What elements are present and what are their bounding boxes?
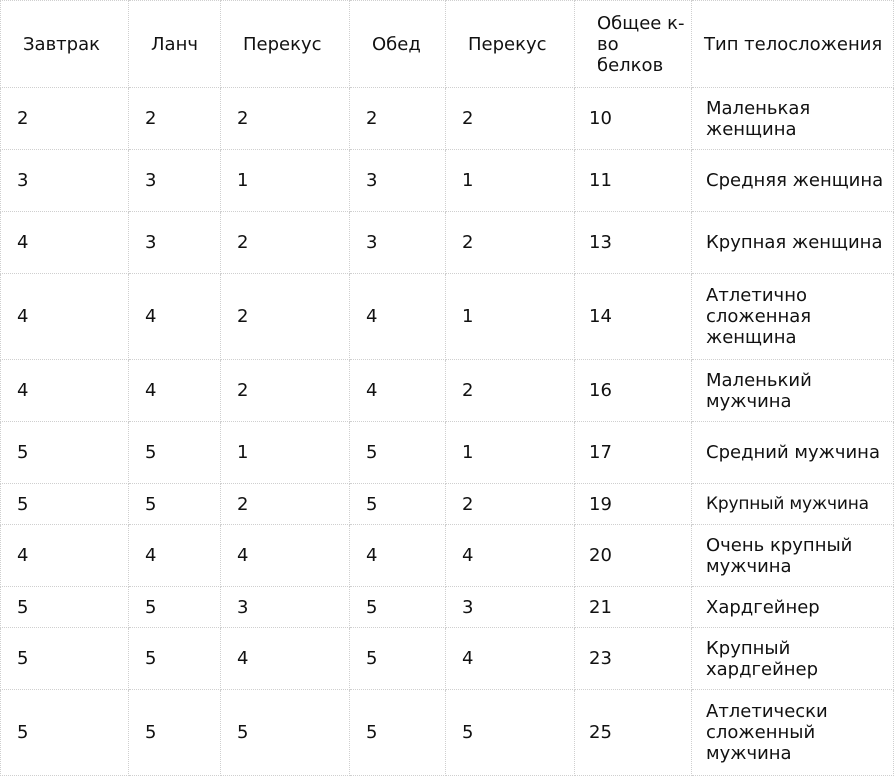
cell-breakfast: 5: [1, 690, 129, 776]
header-total-protein: Общее к-во белков: [575, 1, 692, 88]
cell-total-protein: 19: [575, 484, 692, 525]
cell-body-type: Атлетично сложенная женщина: [692, 274, 894, 360]
table-row: [1, 525, 894, 587]
cell-lunch: 3: [129, 212, 221, 274]
cell-dinner: 5: [350, 587, 446, 628]
cell-snack-1: 1: [221, 422, 350, 484]
cell-total-protein: 23: [575, 628, 692, 690]
table-header-row: [1, 1, 894, 88]
cell-snack-1: 4: [221, 525, 350, 587]
cell-total-protein: 25: [575, 690, 692, 776]
table-row: [1, 212, 894, 274]
cell-snack-1: 1: [221, 150, 350, 212]
cell-snack-2: 2: [446, 212, 575, 274]
cell-snack-1: 4: [221, 628, 350, 690]
table-row: [1, 587, 894, 628]
cell-dinner: 3: [350, 150, 446, 212]
cell-lunch: 5: [129, 587, 221, 628]
cell-breakfast: 4: [1, 525, 129, 587]
cell-snack-2: 2: [446, 484, 575, 525]
header-snack-1: Перекус: [221, 1, 350, 88]
cell-snack-1: 2: [221, 88, 350, 150]
cell-dinner: 5: [350, 422, 446, 484]
cell-breakfast: 3: [1, 150, 129, 212]
cell-snack-1: 2: [221, 360, 350, 422]
table-row: [1, 88, 894, 150]
cell-snack-2: 4: [446, 525, 575, 587]
cell-breakfast: 5: [1, 628, 129, 690]
cell-lunch: 5: [129, 690, 221, 776]
cell-dinner: 3: [350, 212, 446, 274]
header-snack-2: Перекус: [446, 1, 575, 88]
cell-breakfast: 2: [1, 88, 129, 150]
cell-body-type: Атлетически сложенный мужчина: [692, 690, 894, 776]
cell-lunch: 2: [129, 88, 221, 150]
cell-lunch: 4: [129, 525, 221, 587]
cell-snack-2: 5: [446, 690, 575, 776]
table-row: [1, 150, 894, 212]
cell-body-type: Хардгейнер: [692, 587, 894, 628]
cell-dinner: 4: [350, 274, 446, 360]
cell-total-protein: 13: [575, 212, 692, 274]
cell-dinner: 5: [350, 484, 446, 525]
cell-body-type: Маленькая женщина: [692, 88, 894, 150]
table-row: [1, 484, 894, 525]
table-row: [1, 274, 894, 360]
cell-breakfast: 5: [1, 587, 129, 628]
cell-body-type: Крупная женщина: [692, 212, 894, 274]
table-row: [1, 628, 894, 690]
cell-total-protein: 17: [575, 422, 692, 484]
header-breakfast: Завтрак: [1, 1, 129, 88]
cell-total-protein: 11: [575, 150, 692, 212]
cell-snack-2: 4: [446, 628, 575, 690]
cell-total-protein: 10: [575, 88, 692, 150]
header-body-type: Тип телосложения: [692, 1, 894, 88]
cell-lunch: 5: [129, 484, 221, 525]
table-row: [1, 422, 894, 484]
cell-lunch: 3: [129, 150, 221, 212]
cell-lunch: 4: [129, 274, 221, 360]
cell-dinner: 5: [350, 628, 446, 690]
cell-snack-2: 1: [446, 274, 575, 360]
cell-dinner: 5: [350, 690, 446, 776]
cell-total-protein: 14: [575, 274, 692, 360]
cell-snack-2: 3: [446, 587, 575, 628]
cell-body-type: Крупный мужчина: [692, 484, 894, 525]
cell-snack-1: 2: [221, 212, 350, 274]
cell-snack-1: 3: [221, 587, 350, 628]
cell-body-type: Маленький мужчина: [692, 360, 894, 422]
header-lunch: Ланч: [129, 1, 221, 88]
cell-lunch: 4: [129, 360, 221, 422]
cell-body-type: Очень крупный мужчина: [692, 525, 894, 587]
cell-snack-1: 2: [221, 274, 350, 360]
cell-breakfast: 4: [1, 212, 129, 274]
cell-body-type: Средняя женщина: [692, 150, 894, 212]
cell-total-protein: 20: [575, 525, 692, 587]
cell-breakfast: 5: [1, 484, 129, 525]
cell-snack-2: 2: [446, 360, 575, 422]
cell-snack-2: 1: [446, 422, 575, 484]
cell-dinner: 4: [350, 360, 446, 422]
cell-snack-2: 2: [446, 88, 575, 150]
cell-total-protein: 16: [575, 360, 692, 422]
cell-lunch: 5: [129, 422, 221, 484]
cell-dinner: 2: [350, 88, 446, 150]
cell-breakfast: 4: [1, 360, 129, 422]
cell-snack-1: 5: [221, 690, 350, 776]
cell-body-type: Средний мужчина: [692, 422, 894, 484]
table-row: [1, 360, 894, 422]
cell-breakfast: 5: [1, 422, 129, 484]
cell-total-protein: 21: [575, 587, 692, 628]
header-dinner: Обед: [350, 1, 446, 88]
cell-breakfast: 4: [1, 274, 129, 360]
cell-lunch: 5: [129, 628, 221, 690]
table-row: [1, 690, 894, 776]
cell-snack-1: 2: [221, 484, 350, 525]
cell-body-type: Крупный хардгейнер: [692, 628, 894, 690]
cell-dinner: 4: [350, 525, 446, 587]
cell-snack-2: 1: [446, 150, 575, 212]
